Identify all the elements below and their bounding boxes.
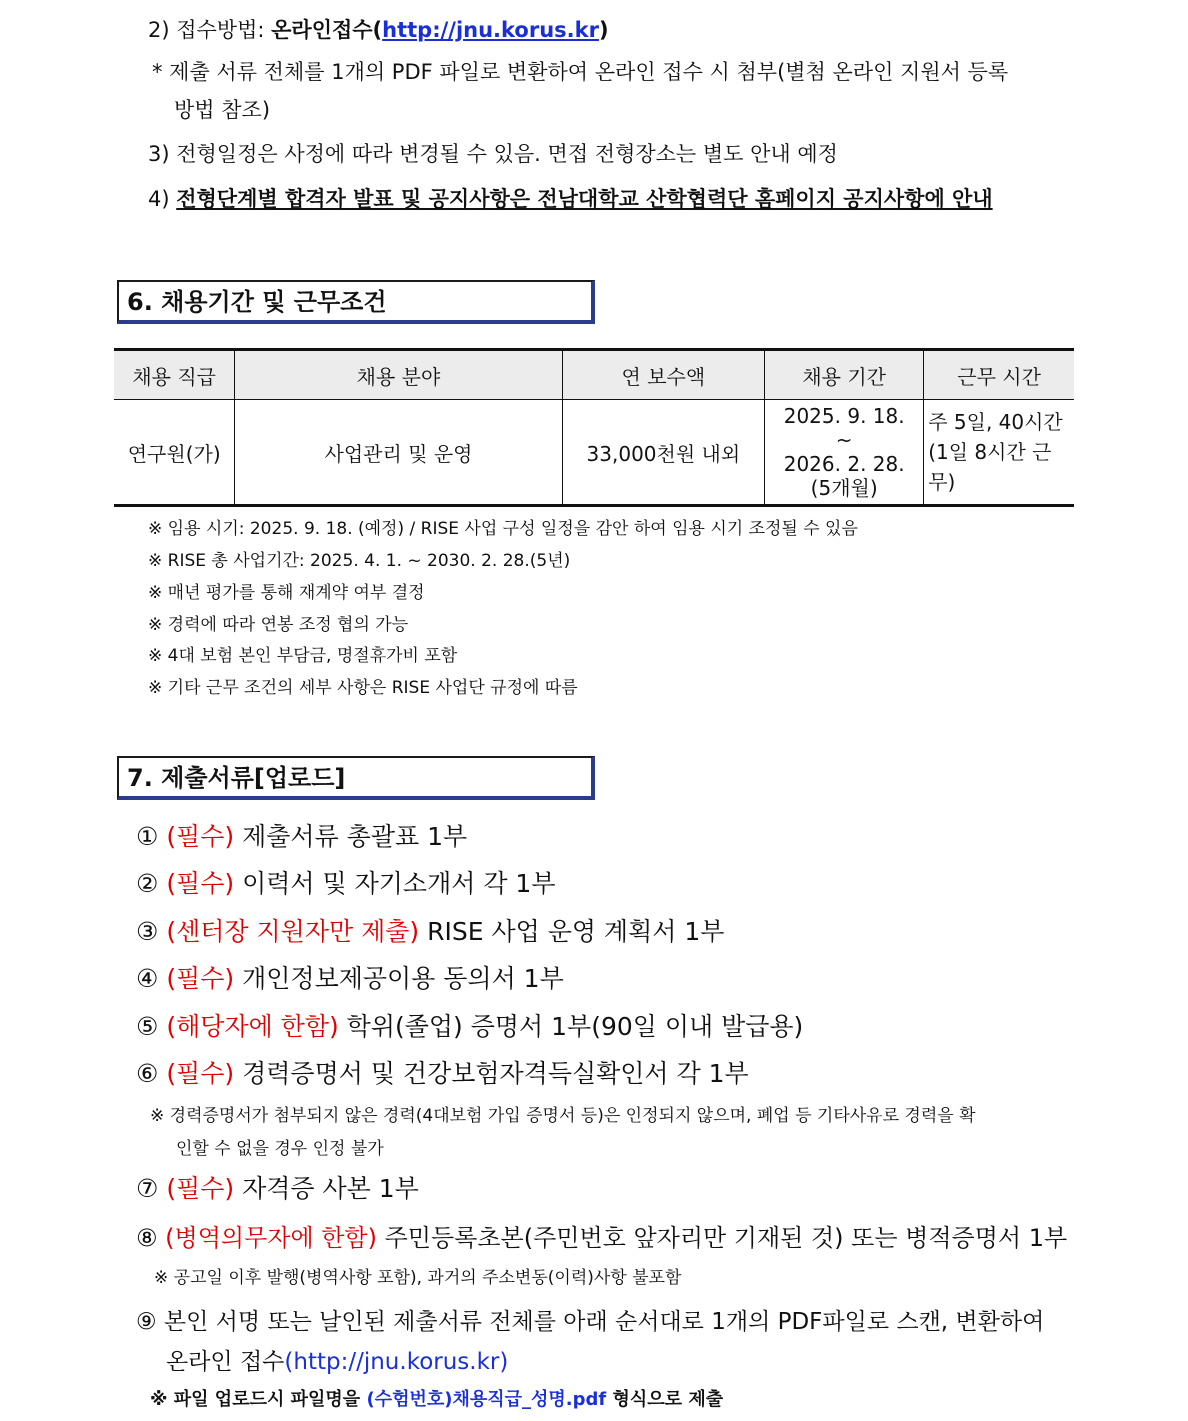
- item9-line1: ⑨ 본인 서명 또는 날인된 제출서류 전체를 아래 순서대로 1개의 PDF파일로 스캔, 변환하여: [136, 1309, 1045, 1335]
- list-item: ⑧ (병역의무자에 한함) 주민등록초본(주민번호 앞자리만 기재된 것) 또는 병적증명서 1부: [136, 1224, 1068, 1252]
- cell-period: 2025. 9. 18. ~ 2026. 2. 28. (5개월): [765, 400, 924, 506]
- cell-field: 사업관리 및 운영: [235, 400, 562, 506]
- schedule-line: 3) 전형일정은 사정에 따라 변경될 수 있음. 면접 전형장소는 별도 안내 예정: [148, 142, 838, 166]
- item9-line2: 온라인 접수(http://jnu.korus.kr): [166, 1349, 509, 1375]
- cell-salary: 33,000천원 내외: [562, 400, 765, 506]
- header-salary: 연 보수액: [562, 350, 765, 400]
- note-item: ※ RISE 총 사업기간: 2025. 4. 1. ~ 2030. 2. 28.(5년): [148, 551, 571, 571]
- employment-table: [114, 348, 1074, 507]
- note-item: ※ 기타 근무 조건의 세부 사항은 RISE 사업단 규정에 따름: [148, 678, 578, 698]
- list-item: ⑥ (필수) 경력증명서 및 건강보험자격득실확인서 각 1부: [136, 1059, 749, 1088]
- header-rank: 채용 직급: [114, 350, 235, 400]
- list-item: ⑦ (필수) 자격증 사본 1부: [136, 1174, 419, 1203]
- cell-hours: 주 5일, 40시간 (1일 8시간 근무): [924, 400, 1074, 506]
- career-note-line2: 인할 수 없을 경우 인정 불가: [176, 1139, 384, 1159]
- jnu-korus-link[interactable]: (http://jnu.korus.kr): [284, 1349, 509, 1375]
- cell-rank: 연구원(가): [114, 400, 235, 506]
- filename-rule: ※ 파일 업로드시 파일명을 (수험번호)채용직급_성명.pdf 형식으로 제출: [150, 1389, 724, 1410]
- note-item: ※ 매년 평가를 통해 재계약 여부 결정: [148, 583, 425, 603]
- header-period: 채용 기간: [765, 350, 924, 400]
- header-field: 채용 분야: [235, 350, 562, 400]
- announcement-line: 4) 전형단계별 합격자 발표 및 공지사항은 전남대학교 산학협력단 홈페이지 공지사항에 안내: [148, 187, 993, 211]
- header-hours: 근무 시간: [924, 350, 1074, 400]
- note-item: ※ 임용 시기: 2025. 9. 18. (예정) / RISE 사업 구성 일정을 감안 하여 임용 시기 조정될 수 있음: [148, 519, 858, 539]
- section6-title: 6. 채용기간 및 근무조건: [117, 280, 595, 324]
- list-item: ① (필수) 제출서류 총괄표 1부: [136, 822, 468, 851]
- method-line: 2) 접수방법: 온라인접수(http://jnu.korus.kr): [148, 18, 609, 42]
- method-note-line2: 방법 참조): [174, 98, 271, 122]
- method-note-line1: * 제출 서류 전체를 1개의 PDF 파일로 변환하여 온라인 접수 시 첨부(별첨 온라인 지원서 등록: [152, 60, 1009, 84]
- table-row: [114, 400, 1074, 506]
- list-item: ④ (필수) 개인정보제공이용 동의서 1부: [136, 964, 564, 993]
- note-item: ※ 4대 보험 본인 부담금, 명절휴가비 포함: [148, 646, 458, 666]
- military-note: ※ 공고일 이후 발행(병역사항 포함), 과거의 주소변동(이력)사항 불포함: [154, 1268, 682, 1288]
- list-item: ③ (센터장 지원자만 제출) RISE 사업 운영 계획서 1부: [136, 917, 725, 946]
- list-item: ② (필수) 이력서 및 자기소개서 각 1부: [136, 869, 556, 898]
- section7-title: 7. 제출서류[업로드]: [117, 756, 595, 800]
- note-item: ※ 경력에 따라 연봉 조정 협의 가능: [148, 615, 409, 635]
- jnu-korus-link[interactable]: http://jnu.korus.kr: [382, 18, 599, 42]
- list-item: ⑤ (해당자에 한함) 학위(졸업) 증명서 1부(90일 이내 발급용): [136, 1012, 804, 1041]
- career-note-line1: ※ 경력증명서가 첨부되지 않은 경력(4대보험 가입 증명서 등)은 인정되지 않으며, 폐업 등 기타사유로 경력을 확: [150, 1106, 976, 1126]
